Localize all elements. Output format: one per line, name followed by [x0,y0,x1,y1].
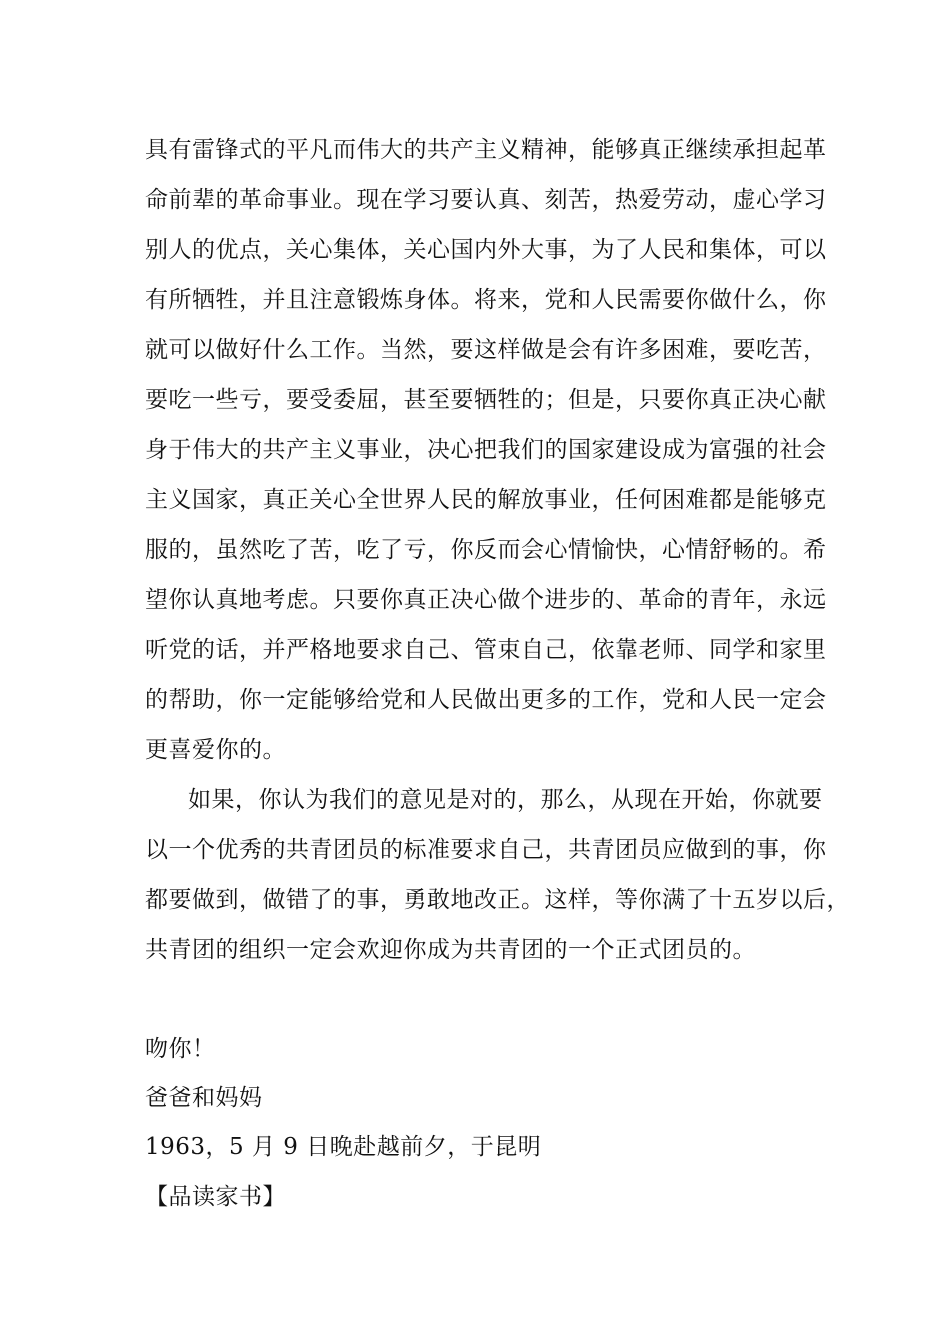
letter-line: 主义国家，真正关心全世界人民的解放事业，任何困难都是能够克 [145,487,827,513]
signature: 爸爸和妈妈 [145,1085,263,1111]
closing-greeting: 吻你！ [145,1036,216,1062]
letter-line: 身于伟大的共产主义事业，决心把我们的国家建设成为富强的社会 [145,437,827,463]
date-line: 1963，5 月 9 日晚赴越前夕，于昆明 [145,1134,542,1160]
letter-line: 有所牺牲，并且注意锻炼身体。将来，党和人民需要你做什么，你 [145,287,827,313]
letter-line: 更喜爱你的。 [145,737,286,763]
letter-line: 如果，你认为我们的意见是对的，那么，从现在开始，你就要 [188,787,823,813]
letter-line: 命前辈的革命事业。现在学习要认真、刻苦，热爱劳动，虚心学习 [145,187,827,213]
letter-line: 都要做到，做错了的事，勇敢地改正。这样，等你满了十五岁以后， [145,887,850,913]
letter-line: 的帮助，你一定能够给党和人民做出更多的工作，党和人民一定会 [145,687,827,713]
letter-line: 服的，虽然吃了苦，吃了亏，你反而会心情愉快，心情舒畅的。希 [145,537,827,563]
letter-line: 共青团的组织一定会欢迎你成为共青团的一个正式团员的。 [145,937,756,963]
letter-line: 听党的话，并严格地要求自己、管束自己，依靠老师、同学和家里 [145,637,827,663]
letter-line: 具有雷锋式的平凡而伟大的共产主义精神，能够真正继续承担起革 [145,137,827,163]
letter-line: 别人的优点，关心集体，关心国内外大事，为了人民和集体，可以 [145,237,827,263]
letter-line: 就可以做好什么工作。当然，要这样做是会有许多困难，要吃苦， [145,337,827,363]
letter-line: 要吃一些亏，要受委屈，甚至要牺牲的；但是，只要你真正决心献 [145,387,827,413]
letter-line: 以一个优秀的共青团员的标准要求自己，共青团员应做到的事，你 [145,837,827,863]
section-heading: 【品读家书】 [145,1184,286,1210]
letter-line: 望你认真地考虑。只要你真正决心做个进步的、革命的青年，永远 [145,587,827,613]
